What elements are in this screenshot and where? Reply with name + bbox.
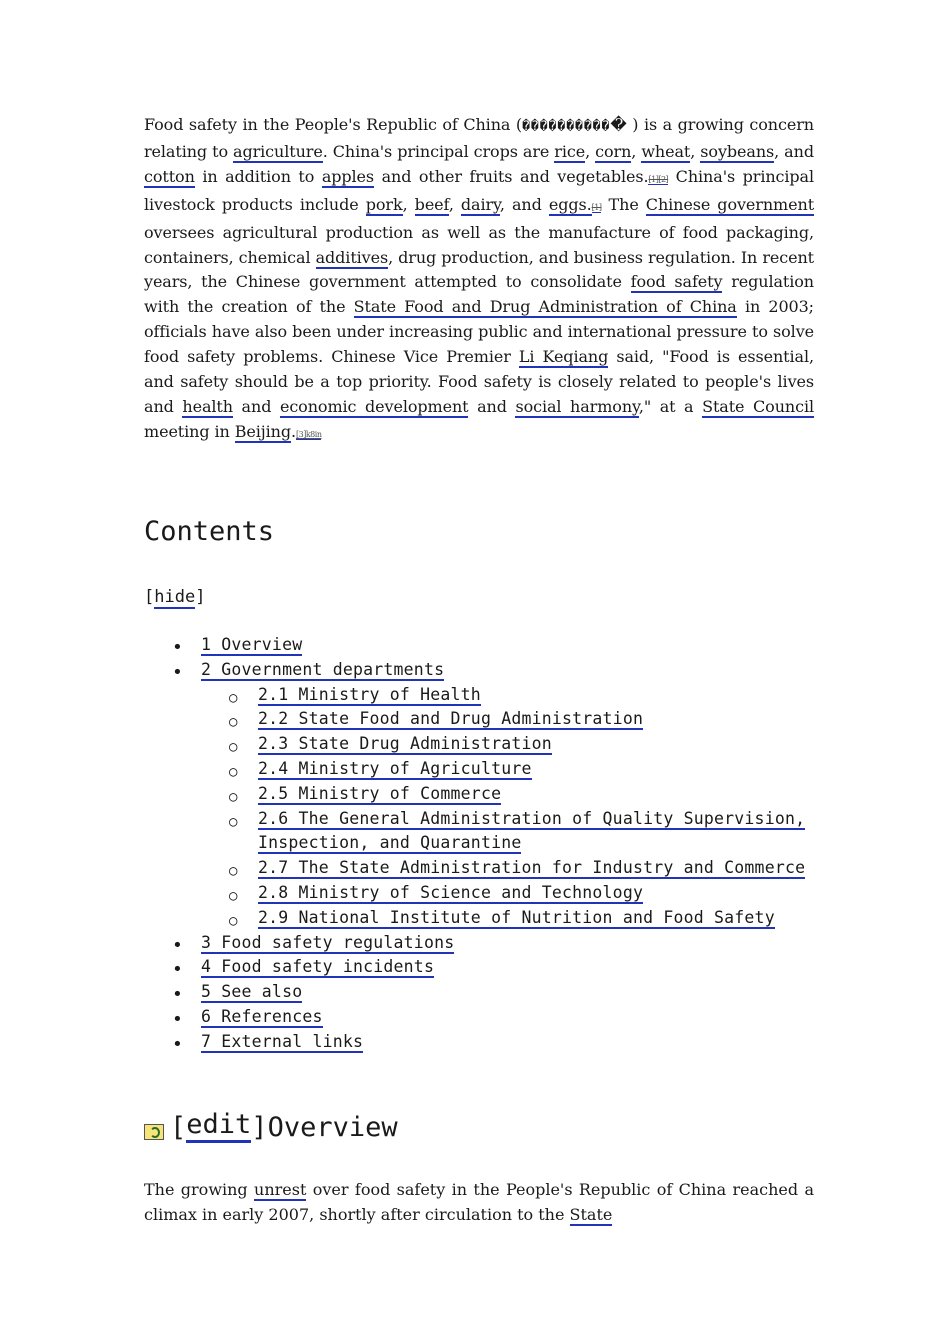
toc-item [144, 1030, 814, 1055]
chinese-name-glyphs: ���������� [522, 119, 611, 134]
toc-item [144, 757, 814, 782]
toc-item [144, 955, 814, 980]
toc-link[interactable]: 2.1 Ministry of Health [258, 684, 481, 704]
text: meeting in [144, 421, 235, 441]
text: , [631, 141, 642, 161]
toc-link[interactable]: 7 External links [201, 1031, 364, 1051]
reference-link[interactable]: [3]k8in [295, 429, 322, 439]
toc-item [144, 707, 814, 732]
link-agriculture[interactable]: agriculture [233, 141, 323, 161]
link-unrest[interactable]: unrest [254, 1180, 307, 1199]
edit-pencil-icon[interactable] [144, 1124, 164, 1140]
bullet-icon: • [172, 1008, 184, 1030]
link-sfda[interactable]: State Food and Drug Administration of China [353, 297, 737, 317]
circle-bullet-icon: ○ [229, 763, 238, 780]
table-of-contents [144, 633, 814, 1055]
bracket: [ [144, 587, 155, 607]
link-corn[interactable]: corn [595, 141, 632, 161]
text: . China's principal crops are [322, 141, 555, 161]
toc-link[interactable]: 2.4 Ministry of Agriculture [258, 758, 532, 778]
text: and other fruits and vegetables. [374, 166, 649, 186]
text: , [585, 141, 596, 161]
article [144, 113, 815, 1224]
text: The growing [144, 1180, 255, 1199]
text: , [402, 194, 415, 214]
toc-link[interactable]: 2.3 State Drug Administration [258, 734, 552, 754]
toc-item [144, 658, 814, 683]
bullet-icon: • [172, 661, 184, 683]
link-pork[interactable]: pork [365, 194, 403, 214]
link-chinese-government[interactable]: Chinese government [645, 194, 815, 214]
link-state-council[interactable]: State Council [702, 396, 814, 416]
circle-bullet-icon: ○ [229, 887, 238, 904]
link-eggs[interactable]: eggs. [548, 194, 592, 214]
toc-item [144, 856, 814, 881]
bracket: [ [170, 1112, 187, 1143]
toc-item [144, 881, 814, 906]
reference-link[interactable]: [1] [591, 202, 602, 212]
bracket: ] [251, 1112, 268, 1143]
link-rice[interactable]: rice [554, 141, 586, 161]
text: . [290, 421, 296, 441]
toc-link[interactable]: 2.5 Ministry of Commerce [258, 783, 502, 803]
text: and [232, 396, 280, 416]
toc-link[interactable]: 2 Government departments [201, 659, 445, 679]
bullet-icon: • [172, 984, 184, 1006]
link-soybeans[interactable]: soybeans [700, 141, 775, 161]
overview-paragraph [144, 1178, 814, 1228]
section-title: Overview [267, 1112, 398, 1143]
text: and [468, 396, 516, 416]
link-health[interactable]: health [182, 396, 233, 416]
circle-bullet-icon: ○ [229, 689, 238, 706]
link-apples[interactable]: apples [321, 166, 375, 186]
reference-link[interactable]: [1][2] [648, 174, 669, 184]
toc-item [144, 980, 814, 1005]
contents-heading: Contents [144, 516, 275, 547]
bullet-icon: • [172, 934, 184, 956]
text: , drug production, and business regulation. In recent years, the Chinese government attempted to consolidate [144, 247, 814, 292]
circle-bullet-icon: ○ [229, 788, 238, 805]
circle-bullet-icon: ○ [229, 912, 238, 929]
toc-item [144, 782, 814, 807]
toc-item [144, 931, 814, 956]
text: , and [499, 194, 549, 214]
circle-bullet-icon: ○ [229, 863, 238, 880]
toc-link[interactable]: 6 References [201, 1006, 323, 1026]
toc-link[interactable]: 4 Food safety incidents [201, 957, 435, 977]
toc-link[interactable]: 2.7 The State Administration for Industry and Commerce [258, 858, 806, 878]
toc-link[interactable]: 3 Food safety regulations [201, 932, 455, 952]
hide-toc-link[interactable]: hide [154, 587, 196, 607]
bullet-icon: • [172, 1033, 184, 1055]
toc-link[interactable]: 5 See also [201, 982, 303, 1002]
text: Food safety in the People's Republic of China ( [144, 115, 523, 134]
link-beef[interactable]: beef [414, 194, 449, 214]
link-state[interactable]: State [569, 1204, 613, 1224]
link-cotton[interactable]: cotton [144, 166, 195, 186]
text: , and [774, 141, 814, 161]
bullet-icon: • [172, 959, 184, 981]
toc-item [144, 1005, 814, 1030]
section-heading-overview [144, 1109, 398, 1143]
circle-bullet-icon: ○ [229, 714, 238, 731]
toc-toggle [144, 587, 205, 607]
intro-paragraph [144, 113, 814, 448]
text: , [690, 141, 701, 161]
text: in 2003; officials have also been under increasing public and international pressure to solve food safety problems. Chinese Vice Premier [144, 297, 814, 367]
link-social-harmony[interactable]: social harmony [515, 396, 639, 416]
circle-bullet-icon: ○ [229, 813, 238, 830]
text: over food safety in the People's Republic of China reached a climax in early 2007, shortly after circulation to the [144, 1180, 815, 1224]
text: oversees agricultural production as well as the manufacture of food packaging, containers, chemical [144, 222, 814, 267]
toc-link[interactable]: 1 Overview [201, 635, 303, 654]
circle-bullet-icon: ○ [229, 739, 238, 756]
text: said, "Food is essential, and safety should be a top priority. Food safety is closely related to people's lives and [144, 347, 814, 416]
text: ," at a [638, 396, 703, 416]
link-economic-development[interactable]: economic development [279, 396, 469, 416]
text: regulation with the creation of the [144, 272, 814, 317]
link-dairy[interactable]: dairy [460, 194, 500, 214]
toc-item [144, 807, 814, 857]
toc-link[interactable]: 2.8 Ministry of Science and Technology [258, 882, 644, 902]
link-li-keqiang[interactable]: Li Keqiang [518, 347, 609, 367]
text: The [601, 194, 646, 214]
toc-link[interactable]: 2.6 The General Administration of Quality Supervision, Inspection, and Quarantine [258, 808, 806, 853]
edit-section-link[interactable]: edit [186, 1109, 251, 1143]
toc-link[interactable]: 2.2 State Food and Drug Administration [258, 709, 644, 729]
link-wheat[interactable]: wheat [641, 141, 691, 161]
text: China's principal livestock products include [144, 166, 815, 214]
text: � ) is a growing concern relating to [144, 115, 814, 161]
toc-link[interactable]: 2.9 National Institute of Nutrition and Food Safety [258, 907, 775, 927]
toc-item [144, 906, 814, 931]
text: , [448, 194, 461, 214]
toc-item [144, 683, 814, 708]
link-beijing[interactable]: Beijing [234, 421, 291, 441]
bullet-icon: • [172, 637, 184, 658]
text: in addition to [194, 166, 322, 186]
bracket: ] [195, 587, 206, 607]
link-additives[interactable]: additives [315, 247, 389, 267]
link-food-safety[interactable]: food safety [630, 272, 723, 292]
toc-item [144, 732, 814, 757]
toc-item [144, 633, 814, 658]
